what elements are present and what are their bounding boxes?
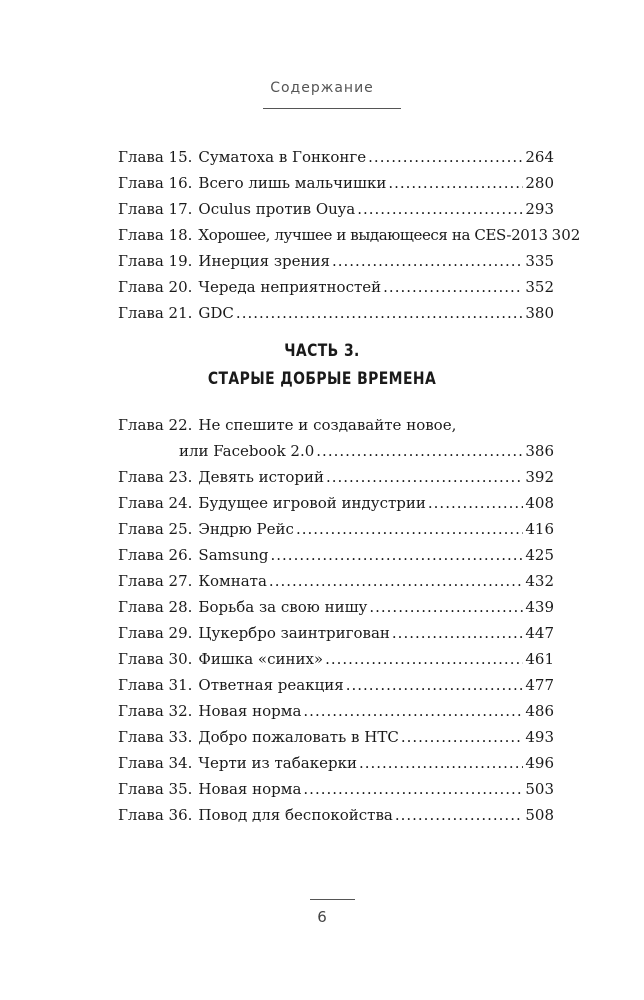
toc-entry-line (118, 409, 554, 435)
dot-leader (316, 441, 523, 461)
page-number: 493 (525, 728, 554, 746)
toc-entry-chapter-25[interactable] (118, 513, 554, 539)
dot-leader (303, 779, 523, 799)
dot-leader (326, 467, 523, 487)
chapter-title: Oculus против Ouya (198, 200, 356, 218)
dot-leader (359, 753, 523, 773)
chapter-title: Комната (198, 572, 267, 590)
page-number: 486 (525, 702, 554, 720)
page-number: 335 (525, 252, 554, 270)
chapter-number: Глава 20. (118, 278, 193, 296)
toc-entry-chapter-20[interactable] (118, 271, 554, 297)
chapter-number: Глава 25. (118, 520, 193, 538)
chapter-title: Новая норма (198, 702, 302, 720)
toc-entry-chapter-26[interactable] (118, 539, 554, 565)
chapter-number: Глава 36. (118, 806, 193, 824)
folio-rule (310, 899, 355, 900)
toc-entry-chapter-32[interactable] (118, 695, 554, 721)
toc-entry-chapter-17[interactable] (118, 193, 554, 219)
chapter-title: Samsung (198, 546, 269, 564)
chapter-number: Глава 30. (118, 650, 193, 668)
page-number: 477 (525, 676, 554, 694)
chapter-title: Фишка «синих» (198, 650, 324, 668)
page-number: 352 (525, 278, 554, 296)
chapter-number: Глава 33. (118, 728, 193, 746)
toc-entry-chapter-23[interactable] (118, 461, 554, 487)
part-heading-title: СТАРЫЕ ДОБРЫЕ ВРЕМЕНА (207, 369, 437, 389)
dot-leader (236, 303, 523, 323)
chapter-number: Глава 24. (118, 494, 193, 512)
toc-entry-chapter-28[interactable] (118, 591, 554, 617)
chapter-title: Всего лишь мальчишки (198, 174, 387, 192)
page-number: 293 (525, 200, 554, 218)
toc-entry-chapter-29[interactable] (118, 617, 554, 643)
part-heading-number: ЧАСТЬ 3. (284, 341, 360, 361)
chapter-number: Глава 34. (118, 754, 193, 772)
page-number: 503 (525, 780, 554, 798)
chapter-title: Не спешите и создавайте новое, (198, 416, 457, 434)
chapter-number: Глава 23. (118, 468, 193, 486)
chapter-title: Повод для беспокойства (198, 806, 393, 824)
toc-entry-chapter-21[interactable] (118, 297, 554, 323)
page-number: 302 (551, 226, 581, 244)
page-number: 425 (525, 546, 554, 564)
chapter-title: Борьба за свою нишу (198, 598, 368, 616)
chapter-number: Глава 19. (118, 252, 193, 270)
dot-leader (271, 545, 524, 565)
chapter-number: Глава 16. (118, 174, 193, 192)
dot-leader (346, 675, 524, 695)
toc-entry-chapter-24[interactable] (118, 487, 554, 513)
dot-leader (428, 493, 523, 513)
dot-leader (388, 173, 523, 193)
dot-leader (303, 701, 523, 721)
chapter-number: Глава 27. (118, 572, 193, 590)
chapter-title: Девять историй (198, 468, 324, 486)
chapter-title: Новая норма (198, 780, 302, 798)
page-number: 439 (525, 598, 554, 616)
page-number: 280 (525, 174, 554, 192)
dot-leader (392, 623, 523, 643)
chapter-title: Череда неприятностей (198, 278, 382, 296)
chapter-number: Глава 22. (118, 416, 193, 434)
toc-entry-chapter-22[interactable] (118, 409, 554, 461)
chapter-title: Цукербро заинтригован (198, 624, 390, 642)
dot-leader (269, 571, 523, 591)
chapter-title: Хорошее, лучшее и выдающееся на CES-2013 (198, 226, 548, 244)
running-head: Содержание (270, 80, 374, 96)
page-number: 432 (525, 572, 554, 590)
page-number: 264 (525, 148, 554, 166)
page-number: 380 (525, 304, 554, 322)
toc-entry-chapter-15[interactable] (118, 141, 554, 167)
page-folio: 6 (317, 908, 327, 926)
dot-leader (395, 805, 524, 825)
dot-leader (383, 277, 523, 297)
toc-entry-chapter-18[interactable] (118, 219, 581, 245)
chapter-number: Глава 26. (118, 546, 193, 564)
dot-leader (325, 649, 523, 669)
toc-part-3 (118, 409, 554, 825)
chapter-number: Глава 31. (118, 676, 193, 694)
page-number: 508 (525, 806, 554, 824)
chapter-title: Добро пожаловать в HTC (198, 728, 399, 746)
chapter-title: Инерция зрения (198, 252, 330, 270)
page-number: 461 (525, 650, 554, 668)
dot-leader (401, 727, 524, 747)
chapter-title: Эндрю Рейс (198, 520, 294, 538)
chapter-title: Будущее игровой индустрии (198, 494, 426, 512)
toc-entry-chapter-30[interactable] (118, 643, 554, 669)
chapter-title: Суматоха в Гонконге (198, 148, 367, 166)
toc-entry-chapter-19[interactable] (118, 245, 554, 271)
toc-entry-chapter-33[interactable] (118, 721, 554, 747)
page-number: 408 (525, 494, 554, 512)
toc-part-2 (118, 141, 581, 323)
chapter-number: Глава 29. (118, 624, 193, 642)
chapter-number: Глава 17. (118, 200, 193, 218)
chapter-number: Глава 21. (118, 304, 193, 322)
toc-entry-line (118, 435, 554, 461)
chapter-number: Глава 28. (118, 598, 193, 616)
toc-entry-chapter-36[interactable] (118, 799, 554, 825)
dot-leader (296, 519, 523, 539)
page-number: 386 (525, 442, 554, 460)
chapter-number: Глава 15. (118, 148, 193, 166)
dot-leader (357, 199, 523, 219)
dot-leader (369, 597, 523, 617)
toc-entry-chapter-35[interactable] (118, 773, 554, 799)
chapter-title: Черти из табакерки (198, 754, 357, 772)
toc-entry-chapter-16[interactable] (118, 167, 554, 193)
toc-entry-chapter-27[interactable] (118, 565, 554, 591)
page-number: 496 (525, 754, 554, 772)
toc-entry-chapter-34[interactable] (118, 747, 554, 773)
chapter-title-continued: или Facebook 2.0 (179, 442, 315, 460)
dot-leader (368, 147, 523, 167)
page-number: 392 (525, 468, 554, 486)
toc-entry-chapter-31[interactable] (118, 669, 554, 695)
dot-leader (332, 251, 523, 271)
chapter-title: Ответная реакция (198, 676, 344, 694)
chapter-number: Глава 32. (118, 702, 193, 720)
chapter-number: Глава 18. (118, 226, 193, 244)
chapter-number: Глава 35. (118, 780, 193, 798)
running-head-rule (263, 108, 401, 109)
chapter-title: GDC (198, 304, 234, 322)
page-number: 447 (525, 624, 554, 642)
page-number: 416 (525, 520, 554, 538)
